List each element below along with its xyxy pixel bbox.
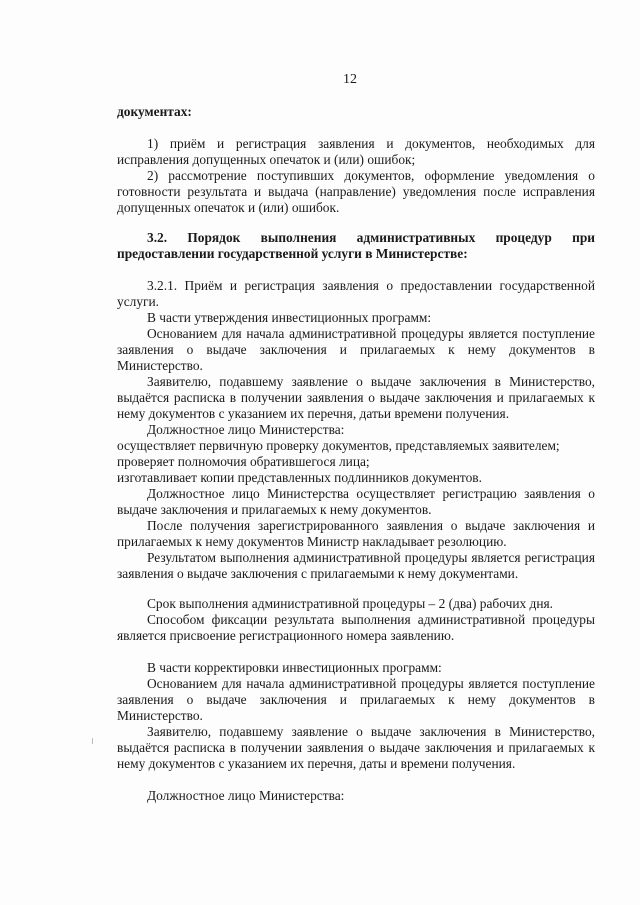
intro-item-1: 1) приём и регистрация заявления и документов, необходимых для исправления допущенных опечаток и (или) ошибок; [117,136,595,167]
section-title: Порядок выполнения административных процедур при предоставлении государственной услуги в Министерстве: [117,230,595,261]
approval-duty-3: изготавливает копии представленных подлинников документов. [117,470,482,485]
approval-duty-2: проверяет полномочия обратившегося лица; [117,454,370,469]
correction-official: Должностное лицо Министерства: [147,788,345,803]
section-3-2-heading [117,230,595,262]
approval-official: Должностное лицо Министерства: [147,422,345,437]
approval-fixation: Способом фиксации результата выполнения административной процедуры является присвоение регистрационного номера заявлению. [117,612,595,643]
approval-result: Результатом выполнения административной процедуры является регистрация заявления о выдаче заключения с прилагаемыми к нему документами. [117,550,595,581]
approval-deadline: Срок выполнения административной процедуры – 2 (два) рабочих дня. [147,596,554,611]
approval-heading: В части утверждения инвестиционных программ: [147,310,432,325]
approval-registration: Должностное лицо Министерства осуществляет регистрацию заявления о выдаче заключения и прилагаемых к нему документов. [117,486,595,517]
intro-heading: документах: [117,104,192,119]
correction-basis: Основанием для начала административной процедуры является поступление заявления о выдаче заключения и прилагаемых к нему документов в Министерство. [117,676,595,723]
correction-receipt: Заявителю, подавшему заявление о выдаче заключения в Министерство, выдаётся расписка в получении заявления о выдаче заключения и прилагаемых к нему документов с указанием их перечня, даты и времени получения. [117,724,595,771]
approval-resolution: После получения зарегистрированного заявления о выдаче заключения и прилагаемых к нему документов Министр накладывает резолюцию. [117,518,595,549]
page-number: 12 [343,72,357,87]
correction-heading: В части корректировки инвестиционных программ: [147,660,442,675]
section-number: 3.2. [147,230,168,245]
approval-duty-1: осуществляет первичную проверку документов, представляемых заявителем; [117,438,560,453]
intro-item-2: 2) рассмотрение поступивших документов, оформление уведомления о готовности результата и выдача (направление) уведомления после исправления допущенных опечаток и (или) ошибок. [117,168,595,215]
subsection-3-2-1: 3.2.1. Приём и регистрация заявления о предоставлении государственной услуги. [117,278,595,309]
margin-mark [92,738,93,744]
approval-receipt: Заявителю, подавшему заявление о выдаче заключения в Министерство, выдаётся расписка в получении заявления о выдаче заключения и прилагаемых к нему документов с указанием их перечня, датьи времени получения. [117,374,595,421]
approval-basis: Основанием для начала административной процедуры является поступление заявления о выдаче заключения и прилагаемых к нему документов в Министерство. [117,326,595,373]
